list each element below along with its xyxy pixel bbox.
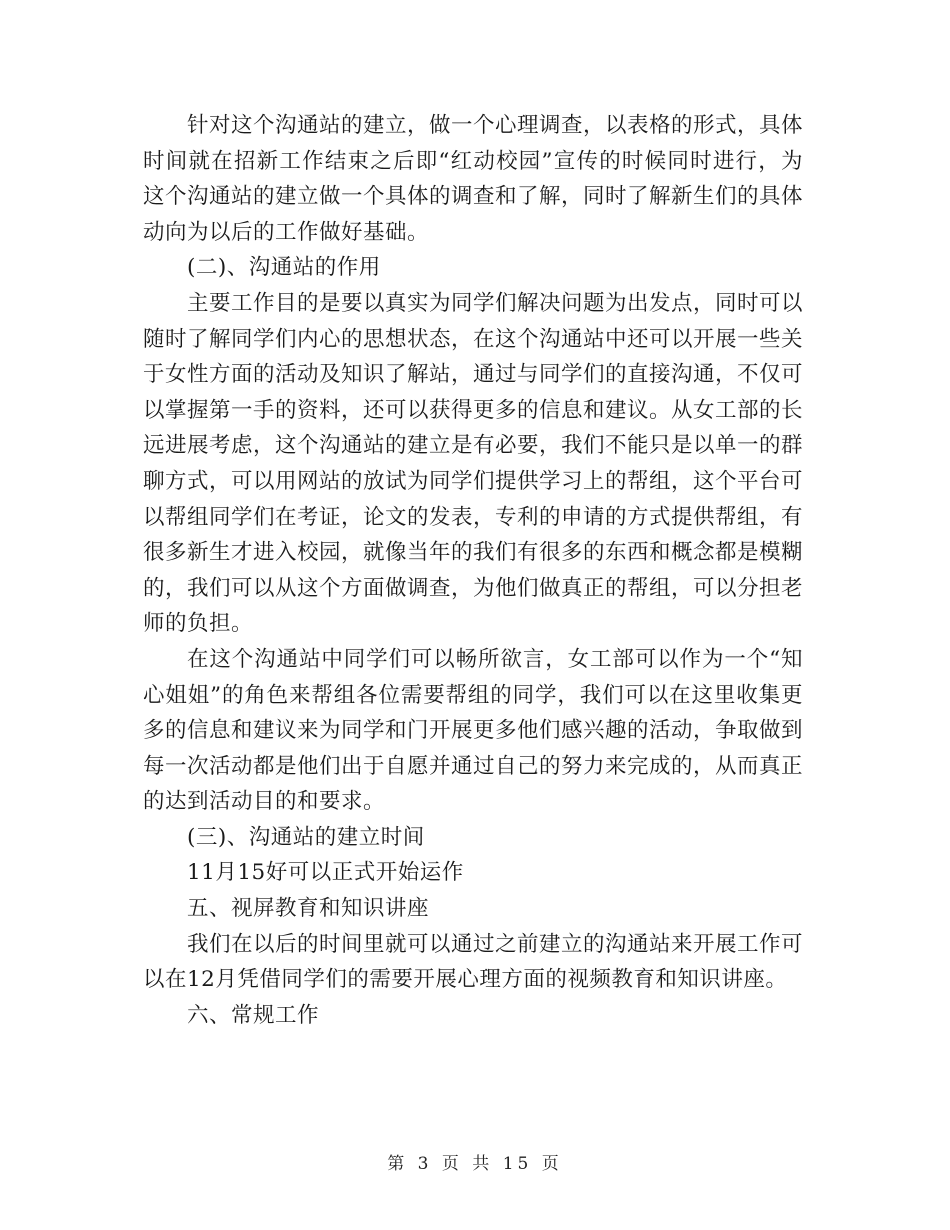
heading-station-role: (二)、沟通站的作用 [187, 255, 381, 281]
paragraph-video-education: 我们在以后的时间里就可以通过之前建立的沟通站来开展工作可以在12月凭借同学们的需要开展心理方面的视频教育和知识讲座。 [143, 931, 804, 993]
heading-station-time: (三)、沟通站的建立时间 [187, 824, 425, 850]
paragraph-start-date: 11月15好可以正式开始运作 [187, 860, 464, 886]
heading-routine-work: 六、常规工作 [187, 1002, 320, 1028]
document-body [143, 108, 803, 1033]
paragraph-station-purpose: 主要工作目的是要以真实为同学们解决问题为出发点，同时可以随时了解同学们内心的思想状态，在这个沟通站中还可以开展一些关于女性方面的活动及知识了解站，通过与同学们的直接沟通，不仅可以掌握第一手的资料，还可以获得更多的信息和建议。从女工部的长远进展考虑，这个沟通站的建立是有必要，我们不能只是以单一的群聊方式，可以用网站的放试为同学们提供学习上的帮组，这个平台可以帮组同学们在考证，论文的发表，专利的申请的方式提供帮组，有很多新生才进入校园，就像当年的我们有很多的东西和概念都是模糊的，我们可以从这个方面做调查，为他们做真正的帮组，可以分担老师的负担。 [143, 290, 804, 637]
page-number-footer: 第 3 页 共 15 页 [387, 1154, 563, 1174]
heading-video-education: 五、视屏教育和知识讲座 [187, 896, 430, 922]
paragraph-survey: 针对这个沟通站的建立，做一个心理调查，以表格的形式，具体时间就在招新工作结束之后即“红动校园”宣传的时候同时进行，为这个沟通站的建立做一个具体的调查和了解，同时了解新生们的具体动向为以后的工作做好基础。 [143, 113, 804, 245]
paragraph-station-sharing: 在这个沟通站中同学们可以畅所欲言，女工部可以作为一个“知心姐姐”的角色来帮组各位需要帮组的同学，我们可以在这里收集更多的信息和建议来为同学和门开展更多他们感兴趣的活动，争取做到每一次活动都是他们出于自愿并通过自己的努力来完成的，从而真正的达到活动目的和要求。 [143, 646, 804, 815]
